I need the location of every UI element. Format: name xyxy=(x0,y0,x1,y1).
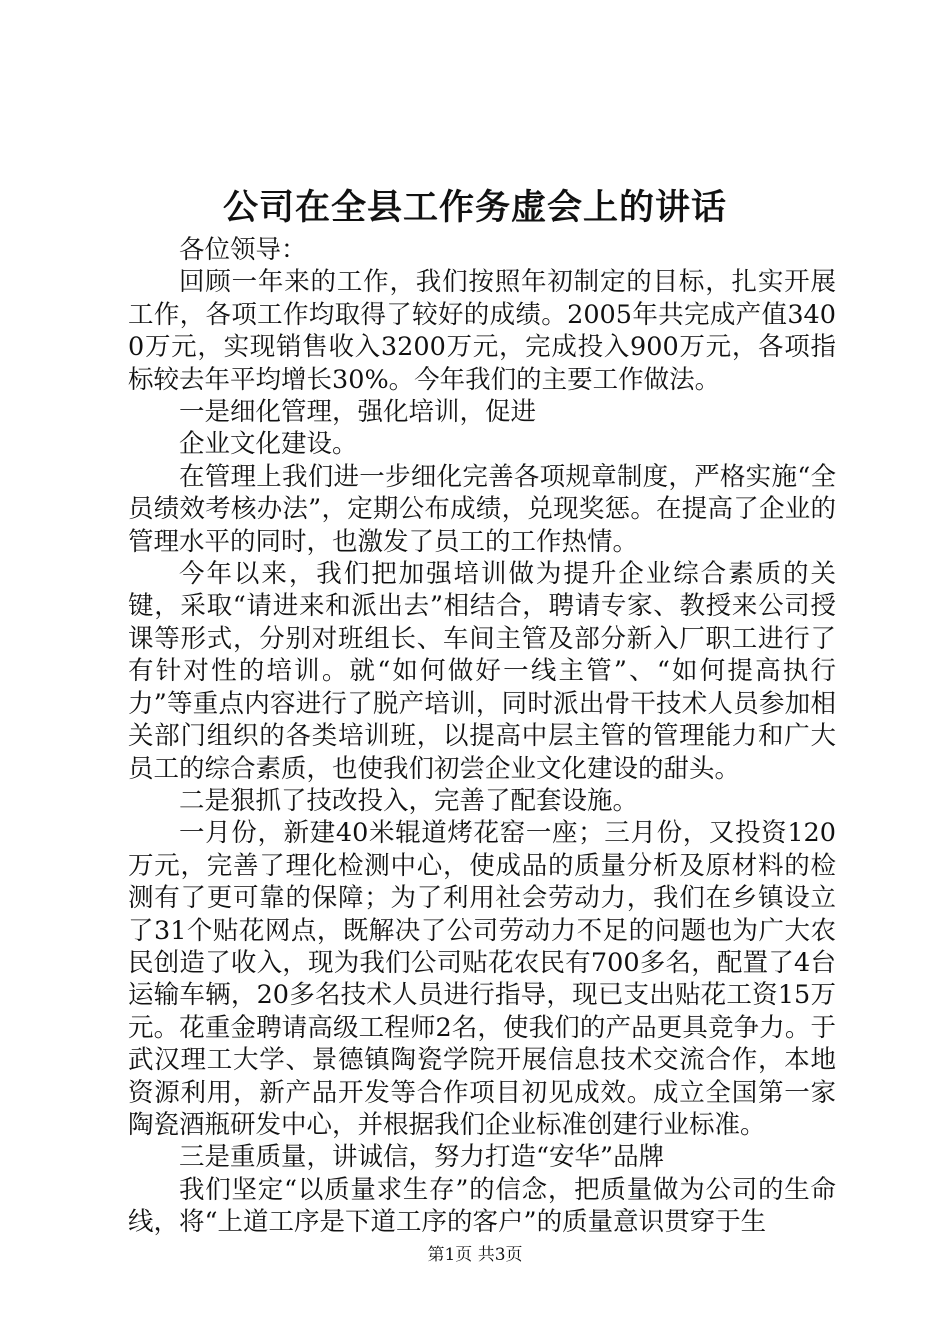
section-heading-one: 一是细化管理，强化培训，促进 xyxy=(179,397,537,428)
paragraph-review: 回顾一年来的工作，我们按照年初制定的目标，扎实开展工作，各项工作均取得了较好的成绩。2005年共完成产值3400万元，实现销售收入3200万元，完成投入900万元，各项指标较去年平均增长30%。今年我们的主要工作做法。 xyxy=(128,267,836,395)
paragraph-training: 今年以来，我们把加强培训做为提升企业综合素质的关键，采取“请进来和派出去”相结合，聘请专家、教授来公司授课等形式，分别对班组长、车间主管及部分新入厂职工进行了有针对性的培训。就“如何做好一线主管”、“如何提高执行力”等重点内容进行了脱产培训，同时派出骨干技术人员参加相关部门组织的各类培训班，以提高中层主管的管理能力和广大员工的综合素质，也使我们初尝企业文化建设的甜头。 xyxy=(128,559,836,784)
paragraph-investment: 一月份，新建40米辊道烤花窑一座；三月份，又投资120万元，完善了理化检测中心，使成品的质量分析及原材料的检测有了更可靠的保障；为了利用社会劳动力，我们在乡镇设立了31个贴花网点，既解决了公司劳动力不足的问题也为广大农民创造了收入，现为我们公司贴花农民有700多名，配置了4台运输车辆，20多名技术人员进行指导，现已支出贴花工资15万元。花重金聘请高级工程师2名，使我们的产品更具竞争力。于武汉理工大学、景德镇陶瓷学院开展信息技术交流合作，本地资源利用，新产品开发等合作项目初见成效。成立全国第一家陶瓷酒瓶研发中心，并根据我们企业标准创建行业标准。 xyxy=(128,818,836,1140)
page-footer: 第1页 共3页 xyxy=(427,1245,523,1265)
section-heading-one-cont: 企业文化建设。 xyxy=(179,429,358,460)
paragraph-quality: 我们坚定“以质量求生存”的信念，把质量做为公司的生命线，将“上道工序是下道工序的客户”的质量意识贯穿于生 xyxy=(128,1174,836,1238)
paragraph-management: 在管理上我们进一步细化完善各项规章制度，严格实施“全员绩效考核办法”，定期公布成绩，兑现奖惩。在提高了企业的管理水平的同时，也激发了员工的工作热情。 xyxy=(128,461,836,557)
section-heading-three: 三是重质量，讲诚信，努力打造“安华”品牌 xyxy=(179,1142,665,1173)
section-heading-two: 二是狠抓了技改投入，完善了配套设施。 xyxy=(179,785,639,816)
salutation: 各位领导： xyxy=(179,235,307,265)
document-body xyxy=(128,234,836,1239)
document-title: 公司在全县工作务虚会上的讲话 xyxy=(222,187,727,228)
